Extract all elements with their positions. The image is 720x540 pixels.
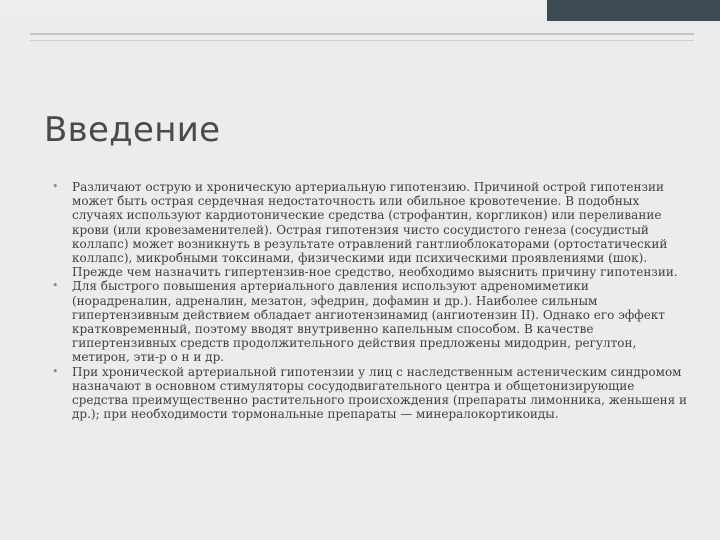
decorative-rule-thin: [30, 40, 694, 41]
bullet-item: [52, 365, 692, 422]
decorative-rule-thick: [30, 33, 694, 35]
bullet-text: При хронической артериальной гипотензии у лиц с наследственным астеническим синдромом назначают в основном стимуляторы сосудодвигательного центра и общетонизирующие средства преимущественно растительного происхождения (препараты лимонника, женьшеня и др.); при необходимости тормональные препараты — минералокортикоиды.: [72, 364, 688, 422]
bullet-icon: •: [52, 180, 59, 193]
header-accent-bar: [547, 0, 720, 21]
bullet-icon: •: [52, 279, 59, 293]
bullet-item: [52, 279, 692, 364]
bullet-item: [52, 180, 692, 279]
bullet-icon: •: [52, 364, 59, 378]
bullet-text: Различают острую и хроническую артериальную гипотензию. Причиной острой гипотензии может быть острая сердечная недостаточность или обильное кровотечение. В подобных случаях используют кардиотонические средства (строфантин, коргликон) или переливание крови (или кровезаменителей). Острая гипотензия чисто сосудистого генеза (сосудистый коллапс) может возникнуть в результате отравлений гантлиоблокаторами (ортостатический коллапс), микробными токсинами, физическими иди психическими проявлениями (шок). Прежде чем назначить гипертензив-ное средство, необходимо выяснить причину гипотензии.: [72, 180, 678, 280]
bullet-list: [52, 180, 692, 421]
bullet-text: Для быстрого повышения артериального давления используют адреномиметики (норадреналин, адреналин, мезатон, эфедрин, дофамин и др.). Наиболее сильным гипертензивным действием обладает ангиотензинамид (ангиотензин II). Однако его эффект кратковременный, поэтому вводят внутривенно капельным способом. В качестве гипертензивных средств продолжительного действия предложены мидодрин, регултон, метирон, эти-р о н и др.: [72, 279, 665, 365]
slide-title: Введение: [44, 110, 221, 150]
